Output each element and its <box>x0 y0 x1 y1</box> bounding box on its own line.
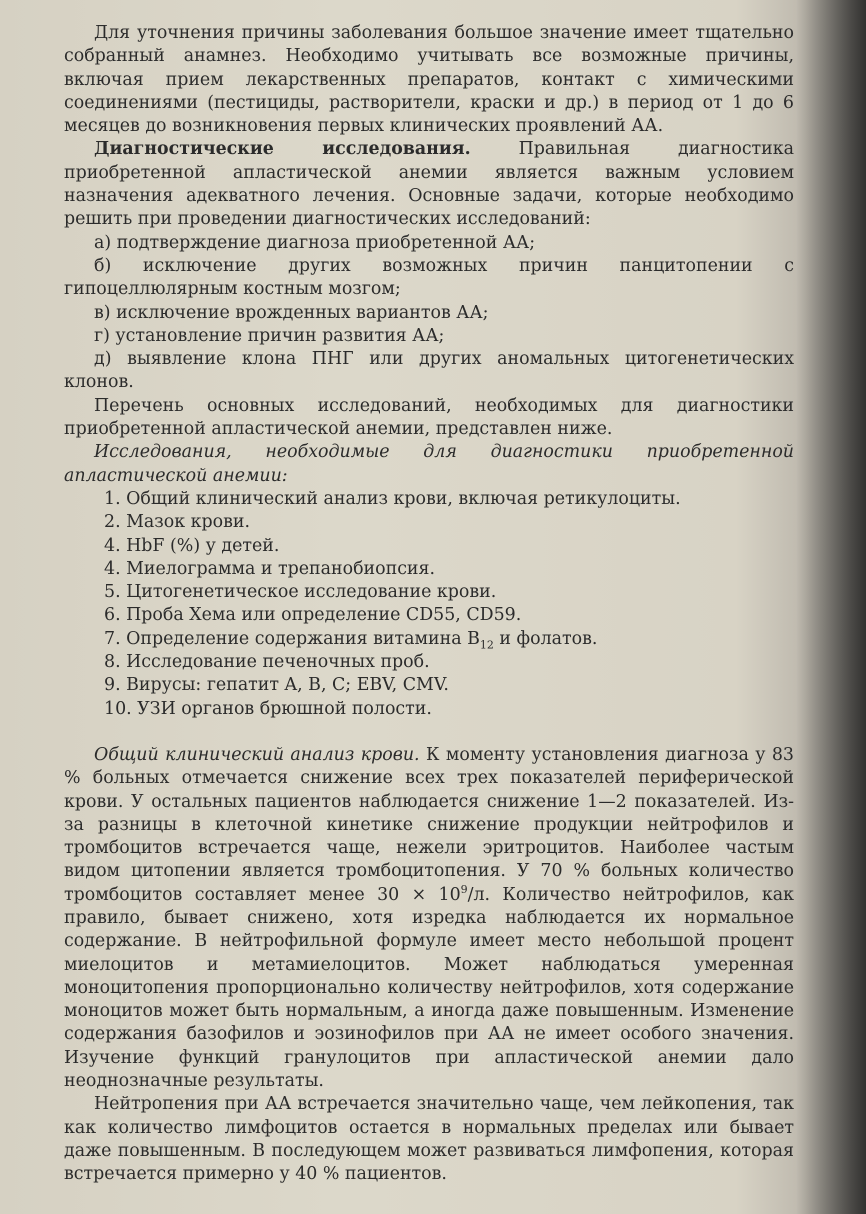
paragraph-diagnostics <box>64 138 794 231</box>
studies-list <box>64 488 794 721</box>
study-item: 9. Вирусы: гепатит A, B, C; EBV, CMV. <box>104 675 449 696</box>
study-item: 4. Миелограмма и трепанобиопсия. <box>104 558 436 579</box>
exponent: 9 <box>460 882 468 896</box>
study-item: 5. Цитогенетическое исследование крови. <box>104 582 497 603</box>
spacer <box>64 721 794 744</box>
paragraph-blood-analysis <box>64 744 794 1093</box>
study-7-subscript: 12 <box>479 638 494 652</box>
study-item: 1. Общий клинический анализ крови, включая ретикулоциты. <box>104 488 681 509</box>
paragraph-anamnesis: Для уточнения причины заболевания большое значение имеет тщательно собранный анамнез. Необходимо учитывать все возможные причины, включая прием лекарственных препаратов, контакт с химическими соединениями (пестициды, растворители, краски и др.) в период от 1 до 6 месяцев до возникновения первых клинических проявлений АА. <box>64 23 794 137</box>
page-text <box>64 22 794 1187</box>
study-item <box>64 628 794 651</box>
task-item: г) установление причин развития АА; <box>94 325 445 346</box>
task-item: д) выявление клона ПНГ или других аномальных цитогенетических клонов. <box>64 349 794 393</box>
study-item: 2. Мазок крови. <box>104 512 251 533</box>
studies-heading: Исследования, необходимые для диагностики приобретенной апластической анемии: <box>64 442 794 486</box>
study-item: 4. HbF (%) у детей. <box>104 535 280 556</box>
blood-analysis-text-cont: /л. Количество нейтрофилов, как правило, бывает снижено, хотя изредка наблюдается их нормальное содержание. В нейтрофильной формуле имеет место небольшой процент миелоцитов и метамиелоцитов. Может наблюдаться умеренная моноцитопения пропорционально количеству нейтрофилов, хотя содержание моноцитов может быть нормальным, а иногда даже повышенным. Изменение содержания базофилов и эозинофилов при АА не имеет особого значения. Изучение функций гранулоцитов при апластической анемии дало неоднозначные результаты. <box>64 884 794 1092</box>
task-item: в) исключение врожденных вариантов АА; <box>94 302 489 323</box>
paragraph-list-intro: Перечень основных исследований, необходимых для диагностики приобретенной апластической анемии, представлен ниже. <box>64 395 794 440</box>
study-item: 6. Проба Хема или определение CD55, CD59. <box>104 605 522 626</box>
study-7-text: 7. Определение содержания витамина B <box>104 628 480 649</box>
study-item: 10. УЗИ органов брюшной полости. <box>104 698 432 719</box>
page-binding-shadow <box>796 0 866 1214</box>
task-item: б) исключение других возможных причин панцитопении с гипоцеллюлярным костным мозгом; <box>64 255 794 300</box>
diagnostics-text: Правильная диагностика приобретенной апластической анемии является важным условием назначения адекватного лечения. Основные задачи, которые необходимо решить при проведении диагностических исследований: <box>64 139 795 230</box>
blood-analysis-heading: Общий клинический анализ крови. <box>94 744 420 765</box>
task-item: а) подтверждение диагноза приобретенной АА; <box>94 232 536 253</box>
study-7-text-end: и фолатов. <box>493 628 598 649</box>
study-item: 8. Исследование печеночных проб. <box>104 652 430 673</box>
blood-analysis-text: К моменту установления диагноза у 83 % больных отмечается снижение всех трех показателей периферической крови. У остальных пациентов наблюдается снижение 1—2 показателей. Из-за разницы в клеточной кинетике снижение продукции нейтрофилов и тромбоцитов встречается чаще, нежели эритроцитов. Наиболее частым видом цитопении является тромбоцитопения. У 70 % больных количество тромбоцитов составляет менее 30 × 10 <box>64 744 794 905</box>
paragraph-neutropenia: Нейтропения при АА встречается значительно чаще, чем лейкопения, так как количество лимфоцитов остается в нормальных пределах или бывает даже повышенным. В последующем может развиваться лимфопения, которая встречается примерно у 40 % пациентов. <box>64 1094 794 1185</box>
diagnostics-heading: Диагностические исследования. <box>94 139 471 160</box>
